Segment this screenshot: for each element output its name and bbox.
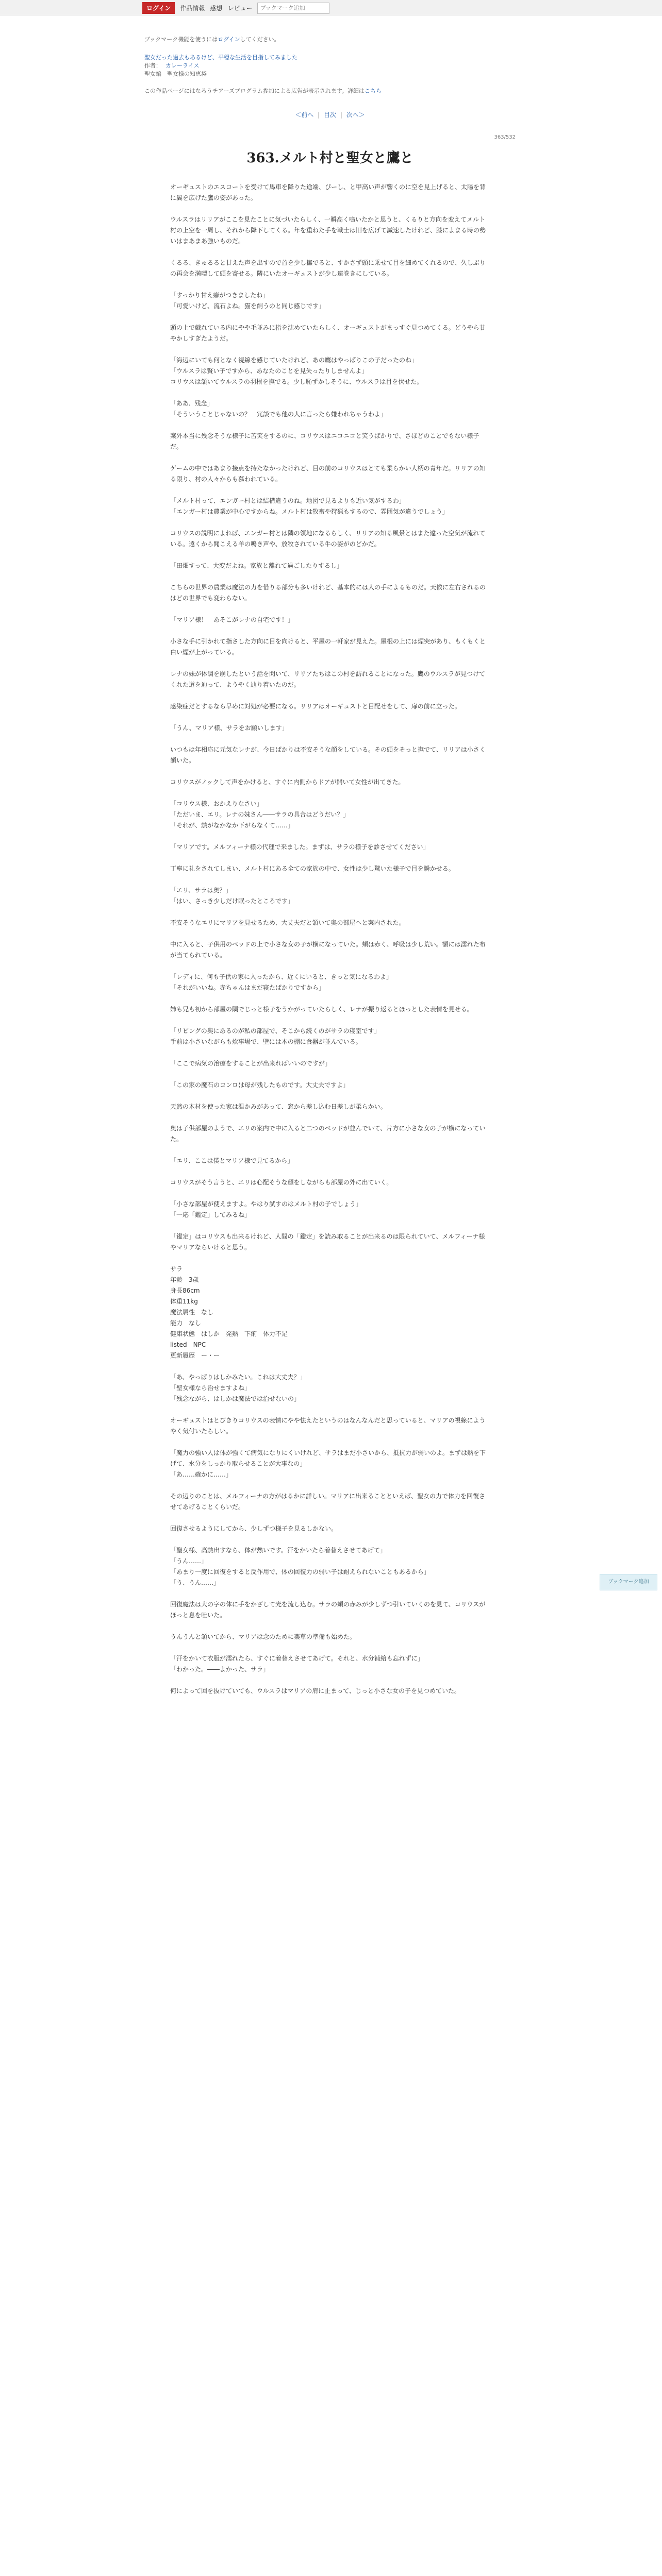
top-bar bbox=[0, 0, 662, 15]
paragraph: 姉も兄も初から部屋の隅でじっと様子をうかがっていたらしく、レナが振り返るとほっとした表情を見せる。 bbox=[170, 1006, 473, 1013]
paragraph: 「エリ、サラは奥？」 「はい、さっき少しだけ眠ったところです」 bbox=[170, 887, 294, 905]
pager-top: ＜前へ | 目次 | 次へ＞ bbox=[295, 111, 365, 118]
bookmark-notice bbox=[144, 35, 516, 43]
notice-suffix: してください。 bbox=[240, 36, 280, 43]
chapter-number: 363/532 bbox=[494, 134, 516, 140]
paragraph: くるる、きゅるると甘えた声を出すので首を少し撫でると、すかさず頭に乗せて目を細めてくれるので、久しぶりの再会を満喫して頭を寄せる。隣にいたオーギュストが少し遠巻きにしている。 bbox=[170, 259, 486, 277]
paragraph: 「鑑定」はコリウスも出来るけれど、人間の「鑑定」を読み取ることが出来るのは限られていて、メルフィーナ様やマリアならいけると思う。 bbox=[170, 1233, 485, 1251]
paragraph: オーギュストのエスコートを受けて馬車を降りた途端、ぴーし、と甲高い声が響くのに空を見上げると、太陽を背に翼を広げた鷹の姿があった。 bbox=[170, 183, 486, 201]
bookmark-input[interactable] bbox=[257, 3, 329, 14]
notice-text: ブックマーク機能を使うには bbox=[144, 36, 218, 43]
paragraph: 何によって回を抜けていても、ウルスラはマリアの肩に止まって、じっと小さな女の子を見つめていた。 bbox=[170, 1687, 461, 1694]
paragraph: 「リビングの奥にあるのが私の部屋で、そこから続くのがサラの寝室です」 手前は小さいながらも炊事場で、壁には木の棚に食器が並んでいる。 bbox=[170, 1027, 380, 1045]
paragraph: こちらの世界の農業は魔法の力を借りる部分も多いけれど、基本的には人の手によるものだ。天候に左右されるのはどの世界でも変わらない。 bbox=[170, 584, 486, 602]
paragraph: 「うん、マリア様、サラをお願いします」 bbox=[170, 724, 288, 732]
paragraph: ゲームの中ではあまり接点を持たなかったけれど、目の前のコリウスはとても柔らかい人柄の青年だ。リリアの知る限り、村の人々からも慕われている。 bbox=[170, 465, 486, 483]
paragraph: 回復魔法は大の字の体に手をかざして光を流し込む。サラの頬の赤みが少しずつ引いていくのを見て、コリウスがほっと息を吐いた。 bbox=[170, 1601, 486, 1619]
toc-link[interactable]: 目次 bbox=[323, 111, 336, 118]
paragraph: 「コリウス様、おかえりなさい」 「ただいま、エリ。レナの妹さん――サラの具合はどうだい？」 「それが、熱がなかなか下がらなくて……」 bbox=[170, 800, 350, 829]
ad-note bbox=[144, 87, 516, 95]
author-line bbox=[144, 62, 516, 70]
paragraph: レナの妹が体調を崩したという話を聞いて、リリアたちはこの村を訪れることになった。鷹のウルスラが見つけてくれた道を辿って、ようやく辿り着いたのだ。 bbox=[170, 670, 486, 688]
paragraph: 「ここで病気の治療をすることが出来ればいいのですが」 bbox=[170, 1060, 332, 1067]
paragraph: オーギュストはとびきりコリウスの表情にやや怯えたというのはなんなんだと思っていると、マリアの視線にようやく気付いたらしい。 bbox=[170, 1417, 486, 1435]
paragraph: コリウスの説明によれば、エンガー村とは隣の領地になるらしく、リリアの知る風景とはまた違った空気が流れている。遠くから聞こえる羊の鳴き声や、放牧されている牛の姿がのどかだ。 bbox=[170, 530, 486, 548]
bookmark-widget[interactable] bbox=[600, 1574, 657, 1590]
paragraph: 丁寧に礼をされてしまい、メルト村にある全ての家族の中で、女性は少し驚いた様子で目を瞬かせる。 bbox=[170, 865, 455, 872]
paragraph: その辺りのことは、メルフィーナの方がはるかに詳しい。マリアに出来ることといえば、聖女の力で体力を回復させてあげることくらいだ。 bbox=[170, 1493, 486, 1511]
paragraph: 小さな手に引かれて指さした方向に目を向けると、平屋の一軒家が見えた。屋根の上には煙突があり、もくもくと白い煙が上がっている。 bbox=[170, 638, 486, 656]
paragraph: いつもは年相応に元気なレナが、今日ばかりは不安そうな顔をしている。その頭をそっと撫でて、リリアは小さく頷いた。 bbox=[170, 746, 486, 764]
nav-link-review[interactable]: レビュー bbox=[227, 5, 253, 12]
paragraph: 「すっかり甘え癖がつきましたね」 「可愛いけど、流石よね。猫を飼うのと同じ感じです」 bbox=[170, 292, 325, 310]
chapter-group: 聖女編 聖女様の知恵袋 bbox=[144, 71, 207, 77]
paragraph: 天然の木材を使った家は温かみがあって、窓から差し込む日差しが柔らかい。 bbox=[170, 1103, 387, 1110]
ad-note-text: この作品ページにはなろうチアーズプログラム参加による広告が表示されます。詳細は bbox=[144, 88, 365, 94]
nav-link-info[interactable]: 作品情報 bbox=[180, 5, 205, 12]
paragraph: 頭の上で戯れている内にやや毛並みに指を沈めていたらしく、オーギュストがまっすぐ見つめてくる。どうやら甘やかしすぎたようだ。 bbox=[170, 324, 486, 342]
prev-link[interactable]: ＜前へ bbox=[295, 111, 314, 118]
login-button[interactable]: ログイン bbox=[142, 2, 175, 14]
novel-container bbox=[144, 15, 516, 1707]
paragraph: サラ 年齢 3歳 身長86cm 体重11kg 魔法属性 なし 能力 なし 健康状態 はしか 発熱 下痢 体力不足 listed NPC 更新履歴 ー・ー bbox=[170, 1265, 288, 1359]
paragraph: 「レディに、何も子供の家に入ったから、近くにいると、きっと気になるわよ」 「それがいいね。赤ちゃんはまだ寝たばかりですから」 bbox=[170, 973, 393, 991]
chapter-title: 363.メルト村と聖女と鷹と bbox=[246, 150, 413, 166]
paragraph: ウルスラはリリアがここを見たことに気づいたらしく、一瞬高く鳴いたかと思うと、くるりと方向を変えてメルト村の上空を一周し、それから降下してくる。年を重ねた手を戦士は旧を広げて減速したけれど、膝によまる時の勢いはまあまあ強いものだ。 bbox=[170, 216, 486, 245]
bookmark-widget-label: ブックマーク追加 bbox=[608, 1579, 649, 1585]
paragraph: 「この家の魔石のコンロは母が残したものです。大丈夫ですよ」 bbox=[170, 1081, 350, 1089]
paragraph: うんうんと頷いてから、マリアは念のために薬草の準備も始めた。 bbox=[170, 1633, 356, 1640]
paragraph: 中に入ると、子供用のベッドの上で小さな女の子が横になっていた。頬は赤く、呼吸は少し荒い。額には濡れた布が当てられている。 bbox=[170, 941, 486, 959]
paragraph: コリウスがノックして声をかけると、すぐに内側からドアが開いて女性が出てきた。 bbox=[170, 778, 405, 786]
novel-title[interactable]: 聖女だった過去もあるけど、平穏な生活を目指してみました bbox=[144, 54, 297, 61]
paragraph: 「田畑すって、大変だよね。家族と離れて過ごしたりするし」 bbox=[170, 562, 343, 569]
paragraph: 「汗をかいて衣服が濡れたら、すぐに着替えさせてあげて。それと、水分補給も忘れずに」 「わかった。――よかった、サラ」 bbox=[170, 1655, 424, 1673]
novel-body bbox=[144, 182, 516, 1697]
paragraph: 「マリア様！ あそこがレナの自宅です！」 bbox=[170, 616, 294, 623]
author-link[interactable]: カレーライス bbox=[166, 62, 200, 69]
paragraph: 「マリアです。メルフィーナ様の代理で来ました。まずは、サラの様子を診させてください」 bbox=[170, 843, 429, 851]
ad-note-link[interactable]: こちら bbox=[364, 88, 382, 94]
paragraph: 「ああ、残念」 「そういうことじゃないの？ 冗談でも他の人に言ったら嫌われちゃうわよ」 bbox=[170, 400, 387, 418]
paragraph: 「あ、やっぱりはしかみたい。これは大丈夫？」 「聖女様なら治せますよね」 「残念ながら、はしかは魔法では治せないの」 bbox=[170, 1374, 306, 1402]
paragraph: 「小さな部屋が使えますよ。やはり試すのはメルト村の子でしょう」 「一応「鑑定」してみるね」 bbox=[170, 1200, 362, 1218]
paragraph: 案外本当に残念そうな様子に苦笑をするのに、コリウスはニコニコと笑うばかりで、さほどのことでもない様子だ。 bbox=[170, 432, 479, 450]
paragraph: コリウスがそう言うと、エリは心配そうな顔をしながらも部屋の外に出ていく。 bbox=[170, 1179, 393, 1186]
paragraph: 感染症だとするなら早めに対処が必要になる。リリアはオーギュストと目配せをして、扉の前に立った。 bbox=[170, 703, 461, 710]
paragraph: 「エリ、ここは僕とマリア様で見てるから」 bbox=[170, 1157, 294, 1164]
paragraph: 回復させるようにしてから、少しずつ様子を見るしかない。 bbox=[170, 1525, 338, 1532]
paragraph: 奥は子供部屋のようで、エリの案内で中に入ると二つのベッドが並んでいて、片方に小さな女の子が横になっていた。 bbox=[170, 1125, 486, 1143]
paragraph: 「聖女様、高熱出すなら、体が熱いです。汗をかいたら着替えさせてあげて」 「うん……」 「あまり一度に回復をすると反作用で、体の回復力の弱い子は耐えられないこともあるから」 「う、うん……」 bbox=[170, 1547, 430, 1586]
notice-login-link[interactable]: ログイン bbox=[218, 36, 240, 43]
author-label: 作者： bbox=[144, 62, 161, 69]
paragraph: 不安そうなエリにマリアを見せるため、大丈夫だと頷いて奥の部屋へと案内された。 bbox=[170, 919, 405, 926]
nav-link-impressions[interactable]: 感想 bbox=[210, 5, 223, 12]
paragraph: 「メルト村って、エンガー村とは結構違うのね。地図で見るよりも近い気がするわ」 「エンガー村は農業が中心ですからね。メルト村は牧畜や狩猟もするので、雰囲気が違うでしょう」 bbox=[170, 497, 449, 515]
next-link[interactable]: 次へ＞ bbox=[346, 111, 365, 118]
paragraph: 「魔力の強い人は体が強くて病気になりにくいけれど、サラはまだ小さいから、抵抗力が弱いのよ。まずは熱を下げて、水分をしっかり取らせることが大事なの」 「あ……確かに……」 bbox=[170, 1449, 486, 1478]
paragraph: 「海辺にいても何となく視線を感じていたけれど、あの鷹はやっぱりこの子だったのね」 「ウルスラは賢い子ですから、あなたのことを見失ったりしませんよ」 コリウスは頷いてウルスラの羽根を撫でる。少し恥ずかしそうに、ウルスラは目を伏せた。 bbox=[170, 357, 423, 385]
